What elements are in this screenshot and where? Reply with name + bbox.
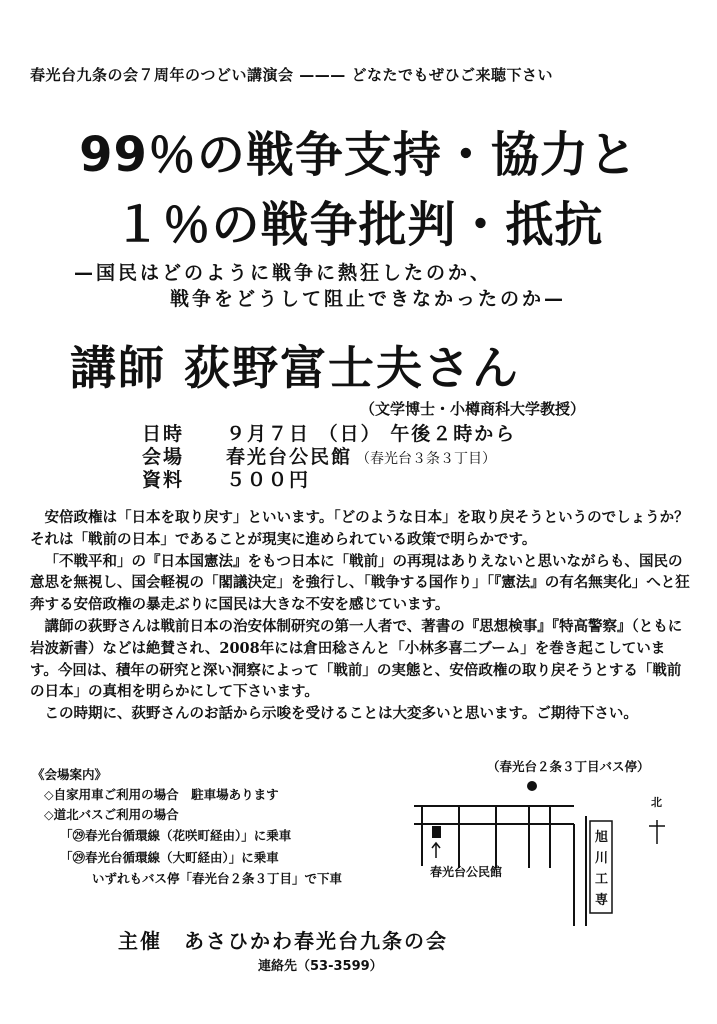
lecturer-credentials: （文学博士・小樽商科大学教授） xyxy=(360,400,586,418)
guide-alight: いずれもバス停「春光台２条３丁目」で下車 xyxy=(92,871,343,886)
map-north-label: 北 xyxy=(651,796,662,809)
main-title-line1: 99％の戦争支持・協力と xyxy=(79,127,638,183)
arrow-up-icon xyxy=(432,843,440,858)
event-header: 春光台九条の会７周年のつどい講演会 ——— どなたでもぜひご来聴下さい xyxy=(30,66,553,84)
date-value: ９月７日 （日） 午後２時から xyxy=(226,423,517,445)
main-title-line2: １％の戦争批判・抵抗 xyxy=(113,197,604,253)
guide-route-1: 「㉙春光台循環線（花咲町経由）」に乗車 xyxy=(60,828,292,843)
body-paragraph-4: この時期に、荻野さんのお話から示唆を受けることは大変多いと思います。ご期待下さい。 xyxy=(44,705,638,723)
map-venue-label: 春光台公民館 xyxy=(430,865,503,879)
lecturer-name: 講師 荻野富士夫さん xyxy=(70,341,521,395)
venue-marker-icon xyxy=(432,826,441,838)
fee-label: 資料 xyxy=(142,469,185,491)
guide-car: ◇自家用車ご利用の場合 駐車場あります xyxy=(44,787,279,802)
body-text xyxy=(30,507,704,725)
map-school-label: 旭川工専 xyxy=(595,830,609,908)
fee-value: ５００円 xyxy=(226,469,311,491)
subtitle-line2: 戦争をどうして阻止できなかったのか— xyxy=(170,288,567,310)
venue-map xyxy=(414,776,714,926)
venue-value: 春光台公民館 xyxy=(226,446,353,468)
contact-info: 連絡先（53-3599） xyxy=(258,959,383,974)
body-paragraph-3: 講師の荻野さんは戦前日本の治安体制研究の第一人者で、著書の『思想検事』『特高警察』（ともに岩波新書）などは絶賛され、2008年には倉田稔さんと「小林多喜二ブーム」を巻き起こしています。今回は、積年の研究と深い洞察によって「戦前」の実態と、安倍政権の取り戻そうとする「戦前の日本」の真相を明らかにして下さいます。 xyxy=(30,617,683,701)
venue-address: （春光台３条３丁目） xyxy=(356,451,497,467)
info-fee xyxy=(142,465,310,492)
guide-route-2: 「㉙春光台循環線（大町経由）」に乗車 xyxy=(60,850,279,865)
north-arrow-icon xyxy=(649,820,665,844)
subtitle-line1: —国民はどのように戦争に熱狂したのか、 xyxy=(74,262,493,284)
bus-stop-marker-icon xyxy=(527,781,537,791)
organizer: 主催 あさひかわ春光台九条の会 xyxy=(118,929,448,953)
guide-bus: ◇道北バスご利用の場合 xyxy=(44,807,179,822)
date-label: 日時 xyxy=(142,423,185,445)
venue-guide-title: 《会場案内》 xyxy=(32,767,108,782)
body-paragraph-1: 安倍政権は「日本を取り戻す」といいます。「どのような日本」を取り戻そうというのでしょうか？ それは「戦前の日本」であることが現実に進められている政策で明らかです。 xyxy=(30,509,704,548)
body-paragraph-2: 「不戦平和」の『日本国憲法』をもつ日本に「戦前」の再現はありえないと思いながらも、国民の意思を無視し、国会軽視の「閣議決定」を強行し、「戦争する国作り」「『憲法』の有名無実化」へと狂奔する安倍政権の暴走ぶりに国民は大きな不安を感じています。 xyxy=(30,552,690,614)
map-bus-stop-label: （春光台２条３丁目バス停） xyxy=(487,759,650,774)
venue-label: 会場 xyxy=(142,446,185,468)
